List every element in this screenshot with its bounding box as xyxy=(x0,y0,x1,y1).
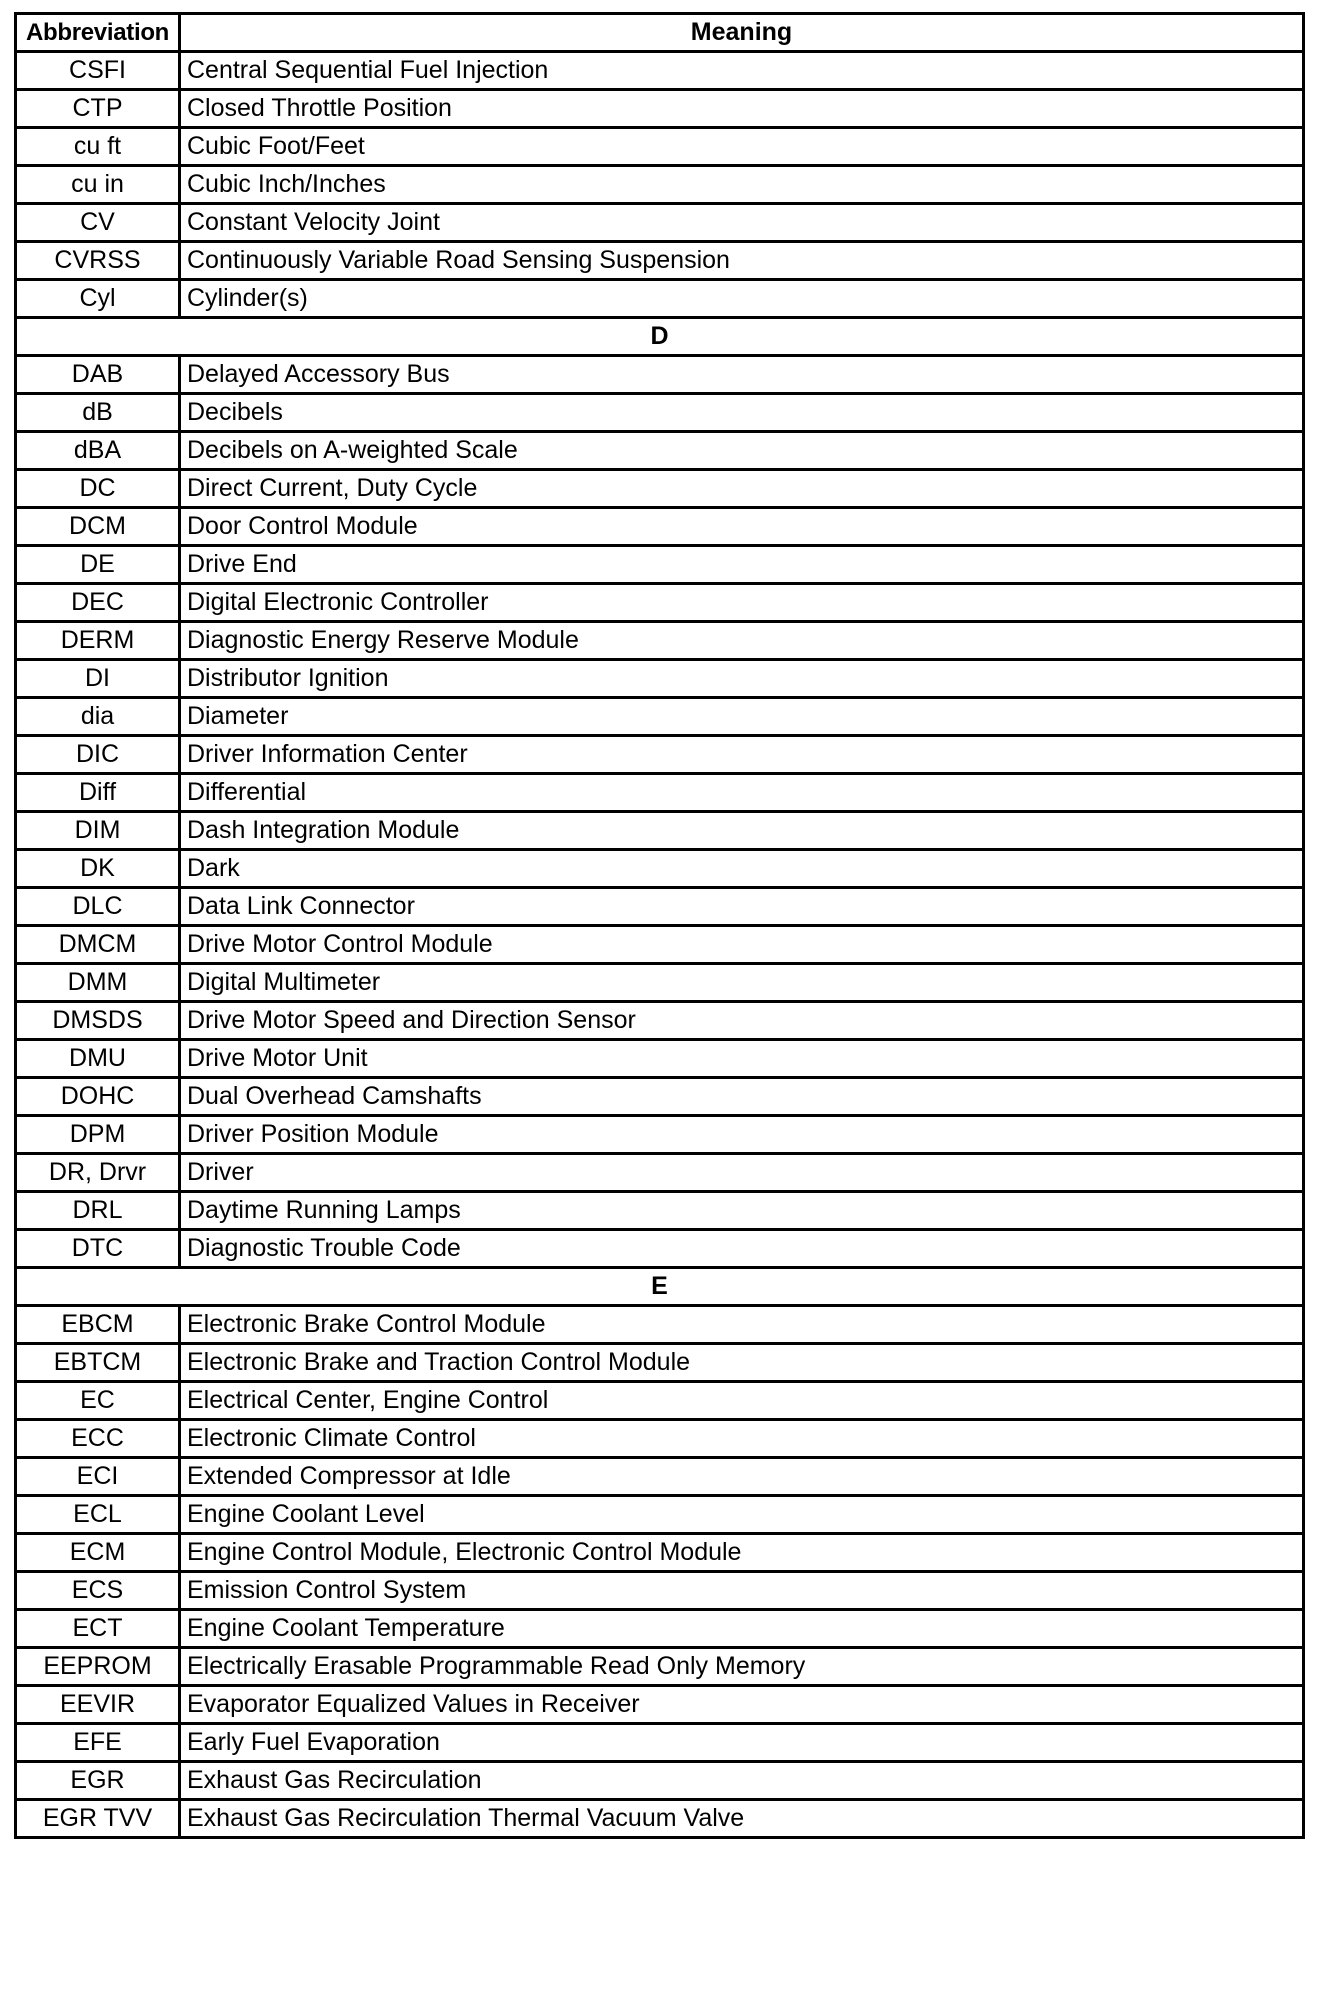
table-row xyxy=(16,1610,1304,1648)
meaning-cell: Electronic Climate Control xyxy=(180,1420,1304,1458)
abbreviation-cell: cu ft xyxy=(16,128,180,166)
meaning-cell: Drive Motor Speed and Direction Sensor xyxy=(180,1002,1304,1040)
header-abbreviation: Abbreviation xyxy=(16,14,180,52)
table-row xyxy=(16,242,1304,280)
meaning-cell: Engine Coolant Temperature xyxy=(180,1610,1304,1648)
table-row xyxy=(16,508,1304,546)
meaning-cell: Extended Compressor at Idle xyxy=(180,1458,1304,1496)
abbreviation-cell: DERM xyxy=(16,622,180,660)
table-row xyxy=(16,1230,1304,1268)
meaning-cell: Differential xyxy=(180,774,1304,812)
table-row xyxy=(16,774,1304,812)
abbreviation-cell: dia xyxy=(16,698,180,736)
meaning-cell: Constant Velocity Joint xyxy=(180,204,1304,242)
abbreviation-cell: CTP xyxy=(16,90,180,128)
meaning-cell: Diagnostic Trouble Code xyxy=(180,1230,1304,1268)
abbreviation-cell: CV xyxy=(16,204,180,242)
meaning-cell: Cubic Inch/Inches xyxy=(180,166,1304,204)
table-row xyxy=(16,736,1304,774)
table-row xyxy=(16,1116,1304,1154)
table-body xyxy=(16,52,1304,1838)
abbreviation-cell: dB xyxy=(16,394,180,432)
table-row xyxy=(16,584,1304,622)
meaning-cell: Continuously Variable Road Sensing Suspension xyxy=(180,242,1304,280)
abbreviation-cell: dBA xyxy=(16,432,180,470)
table-row xyxy=(16,166,1304,204)
table-row xyxy=(16,52,1304,90)
section-row xyxy=(16,1268,1304,1306)
table-row xyxy=(16,1002,1304,1040)
table-row xyxy=(16,888,1304,926)
table-row xyxy=(16,964,1304,1002)
meaning-cell: Direct Current, Duty Cycle xyxy=(180,470,1304,508)
meaning-cell: Central Sequential Fuel Injection xyxy=(180,52,1304,90)
meaning-cell: Diameter xyxy=(180,698,1304,736)
meaning-cell: Electrically Erasable Programmable Read Only Memory xyxy=(180,1648,1304,1686)
table-row xyxy=(16,1686,1304,1724)
table-row xyxy=(16,1154,1304,1192)
meaning-cell: Cylinder(s) xyxy=(180,280,1304,318)
meaning-cell: Driver Position Module xyxy=(180,1116,1304,1154)
table-row xyxy=(16,1496,1304,1534)
abbreviation-cell: DMM xyxy=(16,964,180,1002)
abbreviation-table xyxy=(14,12,1305,1839)
meaning-cell: Driver Information Center xyxy=(180,736,1304,774)
abbreviation-cell: ECC xyxy=(16,1420,180,1458)
table-row xyxy=(16,660,1304,698)
abbreviation-cell: EEPROM xyxy=(16,1648,180,1686)
table-row xyxy=(16,1382,1304,1420)
abbreviation-cell: DLC xyxy=(16,888,180,926)
table-row xyxy=(16,1648,1304,1686)
table-row xyxy=(16,698,1304,736)
meaning-cell: Exhaust Gas Recirculation Thermal Vacuum Valve xyxy=(180,1800,1304,1838)
meaning-cell: Decibels on A-weighted Scale xyxy=(180,432,1304,470)
meaning-cell: Early Fuel Evaporation xyxy=(180,1724,1304,1762)
table-row xyxy=(16,622,1304,660)
abbreviation-cell: EFE xyxy=(16,1724,180,1762)
abbreviation-cell: DCM xyxy=(16,508,180,546)
abbreviation-cell: DMU xyxy=(16,1040,180,1078)
abbreviation-cell: ECL xyxy=(16,1496,180,1534)
meaning-cell: Electrical Center, Engine Control xyxy=(180,1382,1304,1420)
table-row xyxy=(16,394,1304,432)
abbreviation-cell: DMSDS xyxy=(16,1002,180,1040)
meaning-cell: Closed Throttle Position xyxy=(180,90,1304,128)
meaning-cell: Delayed Accessory Bus xyxy=(180,356,1304,394)
table-row xyxy=(16,356,1304,394)
meaning-cell: Electronic Brake and Traction Control Module xyxy=(180,1344,1304,1382)
abbreviation-cell: DE xyxy=(16,546,180,584)
table-row xyxy=(16,90,1304,128)
meaning-cell: Diagnostic Energy Reserve Module xyxy=(180,622,1304,660)
abbreviation-cell: EBCM xyxy=(16,1306,180,1344)
abbreviation-cell: Cyl xyxy=(16,280,180,318)
abbreviation-cell: CVRSS xyxy=(16,242,180,280)
abbreviation-cell: DI xyxy=(16,660,180,698)
abbreviation-cell: DAB xyxy=(16,356,180,394)
table-row xyxy=(16,204,1304,242)
meaning-cell: Cubic Foot/Feet xyxy=(180,128,1304,166)
table-row xyxy=(16,1306,1304,1344)
abbreviation-cell: ECI xyxy=(16,1458,180,1496)
abbreviation-cell: EGR xyxy=(16,1762,180,1800)
meaning-cell: Drive Motor Unit xyxy=(180,1040,1304,1078)
table-row xyxy=(16,546,1304,584)
meaning-cell: Driver xyxy=(180,1154,1304,1192)
table-row xyxy=(16,1724,1304,1762)
meaning-cell: Daytime Running Lamps xyxy=(180,1192,1304,1230)
table-row xyxy=(16,128,1304,166)
meaning-cell: Distributor Ignition xyxy=(180,660,1304,698)
meaning-cell: Door Control Module xyxy=(180,508,1304,546)
meaning-cell: Drive Motor Control Module xyxy=(180,926,1304,964)
abbreviation-cell: EEVIR xyxy=(16,1686,180,1724)
meaning-cell: Digital Electronic Controller xyxy=(180,584,1304,622)
table-row xyxy=(16,1420,1304,1458)
meaning-cell: Digital Multimeter xyxy=(180,964,1304,1002)
abbreviation-cell: DTC xyxy=(16,1230,180,1268)
meaning-cell: Exhaust Gas Recirculation xyxy=(180,1762,1304,1800)
table-row xyxy=(16,432,1304,470)
table-row xyxy=(16,1192,1304,1230)
table-row xyxy=(16,1762,1304,1800)
abbreviation-cell: DC xyxy=(16,470,180,508)
abbreviation-cell: cu in xyxy=(16,166,180,204)
meaning-cell: Drive End xyxy=(180,546,1304,584)
abbreviation-cell: DIC xyxy=(16,736,180,774)
section-row xyxy=(16,318,1304,356)
table-row xyxy=(16,850,1304,888)
meaning-cell: Data Link Connector xyxy=(180,888,1304,926)
section-letter: E xyxy=(16,1268,1304,1306)
abbreviation-cell: DMCM xyxy=(16,926,180,964)
abbreviation-cell: DK xyxy=(16,850,180,888)
abbreviation-cell: DEC xyxy=(16,584,180,622)
section-letter: D xyxy=(16,318,1304,356)
abbreviation-cell: Diff xyxy=(16,774,180,812)
table-row xyxy=(16,812,1304,850)
table-header-row xyxy=(16,14,1304,52)
table-row xyxy=(16,1078,1304,1116)
meaning-cell: Electronic Brake Control Module xyxy=(180,1306,1304,1344)
table-row xyxy=(16,1344,1304,1382)
abbreviation-cell: EGR TVV xyxy=(16,1800,180,1838)
abbreviation-cell: CSFI xyxy=(16,52,180,90)
table-row xyxy=(16,1534,1304,1572)
abbreviation-cell: DOHC xyxy=(16,1078,180,1116)
abbreviation-cell: EBTCM xyxy=(16,1344,180,1382)
abbreviation-cell: DRL xyxy=(16,1192,180,1230)
abbreviation-cell: DPM xyxy=(16,1116,180,1154)
table-row xyxy=(16,1040,1304,1078)
meaning-cell: Dual Overhead Camshafts xyxy=(180,1078,1304,1116)
abbreviation-cell: ECM xyxy=(16,1534,180,1572)
abbreviation-cell: ECT xyxy=(16,1610,180,1648)
meaning-cell: Engine Control Module, Electronic Control Module xyxy=(180,1534,1304,1572)
meaning-cell: Emission Control System xyxy=(180,1572,1304,1610)
meaning-cell: Engine Coolant Level xyxy=(180,1496,1304,1534)
table-row xyxy=(16,1572,1304,1610)
table-row xyxy=(16,470,1304,508)
abbreviation-cell: ECS xyxy=(16,1572,180,1610)
table-row xyxy=(16,1800,1304,1838)
table-row xyxy=(16,926,1304,964)
meaning-cell: Dark xyxy=(180,850,1304,888)
header-meaning: Meaning xyxy=(180,14,1304,52)
abbreviation-cell: DR, Drvr xyxy=(16,1154,180,1192)
meaning-cell: Evaporator Equalized Values in Receiver xyxy=(180,1686,1304,1724)
table-row xyxy=(16,1458,1304,1496)
abbreviation-cell: EC xyxy=(16,1382,180,1420)
meaning-cell: Decibels xyxy=(180,394,1304,432)
table-row xyxy=(16,280,1304,318)
abbreviation-cell: DIM xyxy=(16,812,180,850)
meaning-cell: Dash Integration Module xyxy=(180,812,1304,850)
